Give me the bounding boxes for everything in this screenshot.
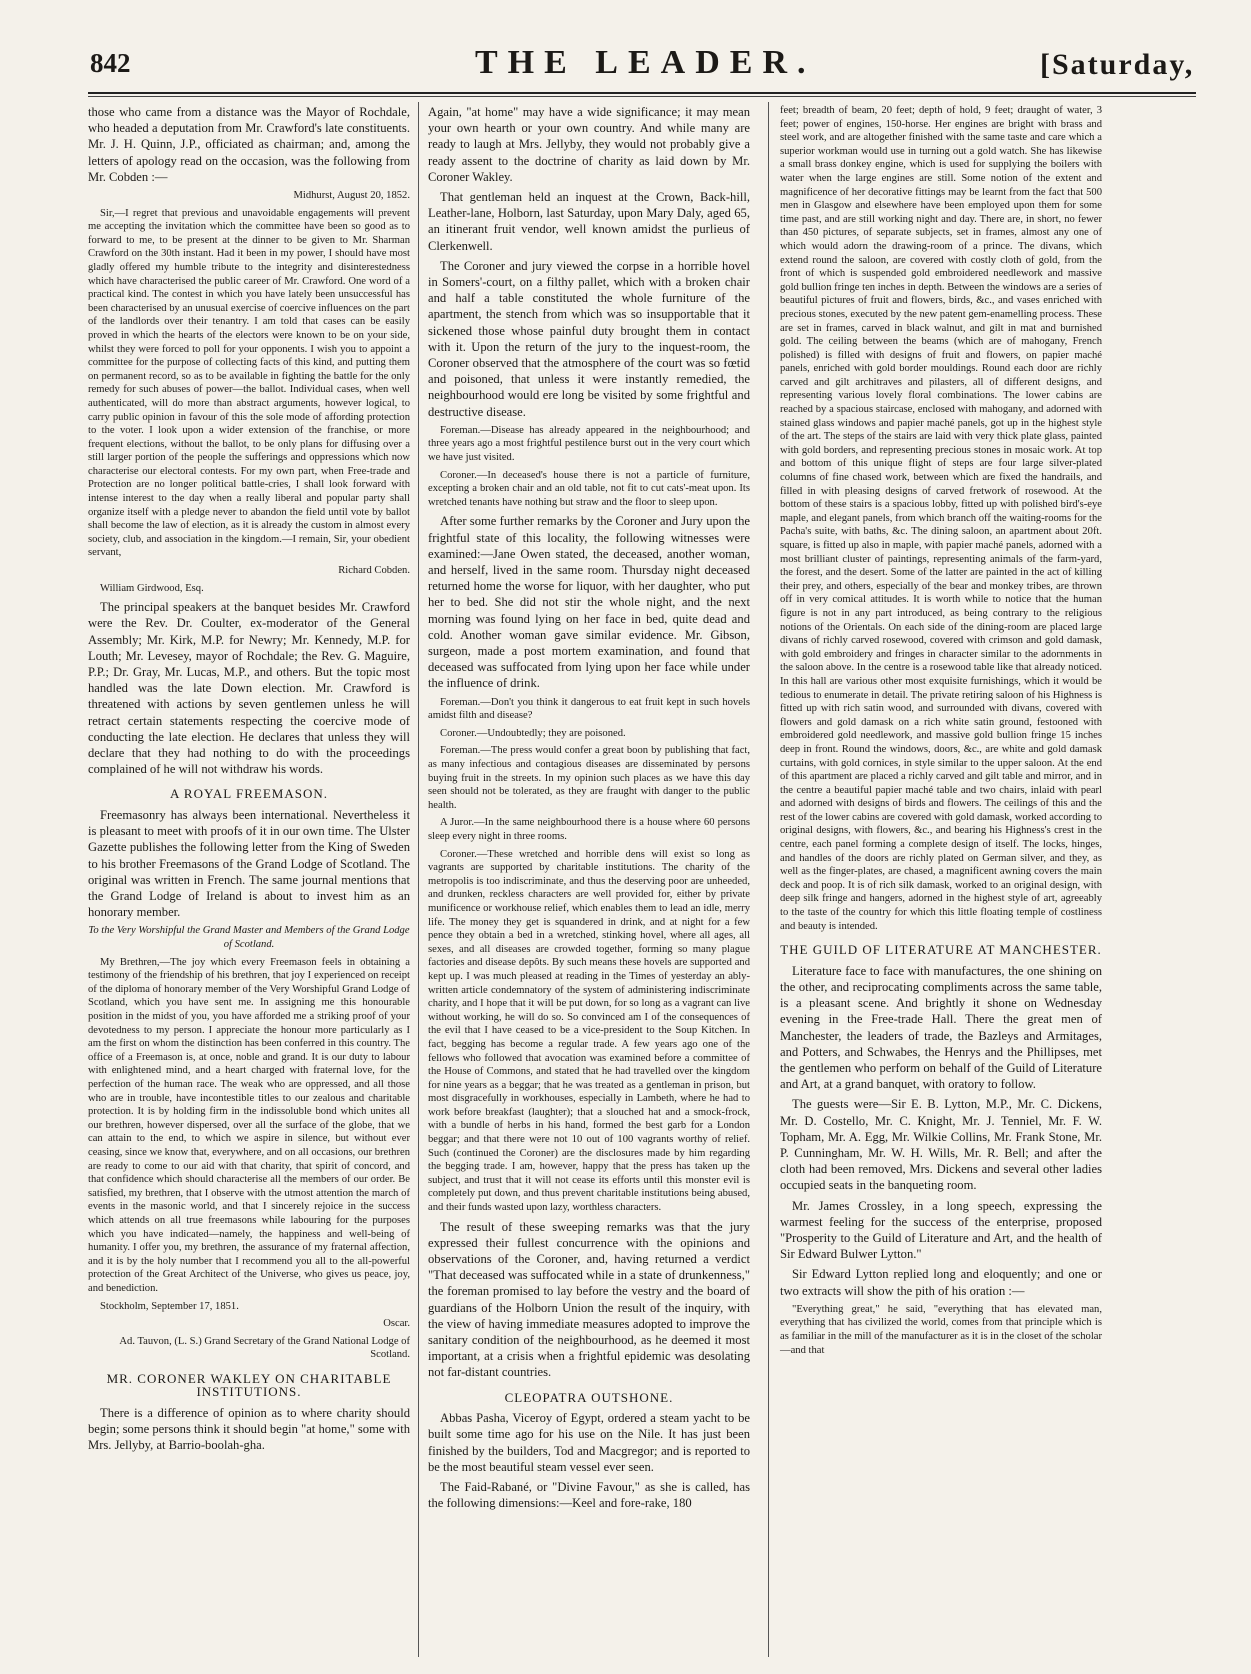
article-paragraph: Literature face to face with manufactures, the one shining on the other, and reciprocating compliments across the same table, is a pleasant scene. And brightly it shone on Wednesday evening in the Free-trade Hall. There the great men of Manchester, the leaders of trade, the Bazleys and Armitages, and Potters, and Schwabes, the Henrys and the Phillipses, met the gentlemen who perform on behalf of the Guild of Literature and Art, at a grand banquet, with oratory to follow. (780, 963, 1102, 1092)
testimony: Foreman.—Don't you think it dangerous to eat fruit kept in such hovels amidst filth and disease? (428, 696, 750, 722)
article-paragraph: those who came from a distance was the Mayor of Rochdale, who headed a deputation from Mr. Crawford's late constituents. Mr. J. H. Quinn, J.P., officiated as chairman; and, among the letters of apology read on the occasion, was the following from Mr. Cobden :— (88, 105, 410, 184)
newspaper-title: THE LEADER. (475, 44, 816, 81)
article-paragraph: The guests were—Sir E. B. Lytton, M.P., Mr. C. Dickens, Mr. D. Costello, Mr. C. Knight, Mr. J. Tenniel, Mr. F. W. Topham, Mr. A. Egg, Mr. Wilkie Collins, Mr. Frank Stone, Mr. P. Cunningham, Mr. W. H. Wills, Mr. R. Bell; and after the cloth had been removed, Mrs. Dickens and several other ladies occupied seats in the banqueting room. (780, 1097, 1102, 1193)
letter-subheading: To the Very Worshipful the Grand Master and Members of the Grand Lodge of Scotland. (88, 925, 410, 951)
testimony: Foreman.—Disease has already appeared in the neighbourhood; and three years ago a most frightful pestilence burst out in the very court which we have just visited. (428, 424, 750, 464)
article-paragraph: The principal speakers at the banquet besides Mr. Crawford were the Rev. Dr. Coulter, ex-moderator of the General Assembly; Mr. Kirk, M.P. for Newry; Mr. Kennedy, M.P. for Louth; Mr. Levesey, mayor of Rochdale; the Rev. G. Maguire, P.P.; Dr. Gray, Mr. Lucas, M.P., and others. But the topic most handled was the late Down election. Mr. Crawford is threatened with actions by seven gentlemen unless he will retract certain statements respecting the coercive mode of conducting the late election. He declares that unless they will declare that they had nothing to do with the proceedings complained of he will not withdraw his words. (88, 600, 410, 777)
column-1 (88, 104, 410, 1458)
speech-extract: "Everything great," he said, "everything that has elevated man, everything that has civilized the world, comes from that principle which is as familiar in the mill of the manufacturer as it is in the closet of the scholar—and that (780, 1303, 1102, 1356)
section-heading: MR. CORONER WAKLEY ON CHARITABLE INSTITUTIONS. (106, 1370, 392, 1400)
section-heading: A ROYAL FREEMASON. (169, 786, 328, 802)
column-divider (418, 102, 419, 1657)
countersignature: Ad. Tauvon, (L. S.) Grand Secretary of the Grand National Lodge of Scotland. (119, 1335, 410, 1361)
king-letter: My Brethren,—The joy which every Freemason feels in obtaining a testimony of the friendship of his brethren, that joy I experienced on receipt of the diploma of honorary member of the Very Worshipful Grand Lodge of Scotland, which you have sent me. In assigning me this honourable position in the midst of you, you have afforded me a striking proof of your devotedness to my person. I appreciate the honour more particularly as I am the first on whom the distinction has been conferred in this country. The office of a Freemason is, at once, noble and grand. It is our duty to labour with enlightened mind, and a heart charged with fraternal love, for the perfection of the human race. The weak who are oppressed, and all those who are in trouble, have incontestible titles to our zealous and charitable protection. It is by holding firm in the indissoluble bond which unites all our brethren, however dispersed, over all the surface of the globe, that we can attain to the end, to which we aspire in silence, but without ever ceasing, since we know that, everywhere, and on all occasions, our brethren are ready to come to our aid with that charity, that spirit of concord, and that confidence which should characterise all the members of our order. Be satisfied, my brethren, that I observe with the utmost attention the march of events in the masonic world, and that I sincerely rejoice in the success which attends on all true freemasons while labouring for the purposes which you have indicated—namely, the happiness and well-being of humanity. I offer you, my brethren, the assurance of my fraternal affection, and it is by the holy number that I recommend you all to the all-powerful protection of the Great Architect of the Universe, who gives us peace, joy, and benediction. (88, 956, 410, 1294)
testimony: Coroner.—These wretched and horrible dens will exist so long as vagrants are supported by charitable institutions. The charity of the metropolis is too indiscriminate, and thus the deserving poor are unheeded, and drunken, reckless characters are well provided for, either by private munificence or workhouse relief, which enables them to lead an idle, merry life. The money they get is squandered in drink, and at night for a few pence they obtain a bed in a wretched, stinking hovel, where all ages, all sexes, and all diseases are crowded together, forming so many plague factories and disease depôts. By such means these hovels are supported and kept up. I was much pleased at reading in the Times of yesterday an ably-written article condemnatory of the system of administering indiscriminate charity, and I hope that it will be put down, for so long as a vagrant can live without working, he will do so. So convinced am I of the consequences of the evil that I have ceased to be a vice-president to the Soup Kitchen. In fact, begging has become a regular trade. A few years ago one of the fellows who followed that avocation was examined before a committee of the House of Commons, and stated that he had travelled over the kingdom for nine years as a beggar; that he was treated as a gentleman in prison, but most disgracefully in workhouses, especially in Lambeth, where he had to work before breakfast (laughter); that a slouched hat and a smock-frock, with a bundle of herbs in his hand, formed the best garb for a London beggar; and that there were not 10 out of 100 vagrants worthy of relief. Such (continued the Coroner) are the disclosures made by him regarding the begging trade. I am, however, happy that the press has taken up the subject, and trust that it will not cease its efforts until this monster evil is completely put down, and thus prevent charitable institutions being abused, and their funds wasted upon lazy, worthless characters. (428, 848, 750, 1214)
article-paragraph: Freemasonry has always been international. Nevertheless it is pleasant to meet with proofs of it in our own time. The Ulster Gazette publishes the following letter from the King of Sweden to his brother Freemasons of the Grand Lodge of Scotland. The original was written in French. The same journal mentions that the Grand Lodge of Ireland is about to invest him as an honorary member. (88, 808, 410, 920)
testimony: A Juror.—In the same neighbourhood there is a house where 60 persons sleep every night in three rooms. (428, 817, 750, 842)
masthead-rule-thin (88, 96, 1196, 97)
article-paragraph: There is a difference of opinion as to where charity should begin; some persons think it should begin "at home," some with Mrs. Jellyby, at Barrio-boolah-gha. (88, 1406, 410, 1453)
article-paragraph: The Faid-Rabané, or "Divine Favour," as she is called, has the following dimensions:—Keel and fore-rake, 180 (428, 1480, 750, 1511)
column-divider (768, 102, 769, 1657)
letter-dateline: Midhurst, August 20, 1852. (293, 190, 410, 202)
masthead (90, 44, 1195, 94)
column-2 (428, 104, 750, 1515)
cobden-letter: Sir,—I regret that previous and unavoidable engagements will prevent me accepting the invitation which the committee have been so good as to forward to me, to be present at the dinner to be given to Mr. Sharman Crawford on the 30th instant. Had it been in my power, I should have most gladly offered my humble tribute to the integrity and disinterestedness which have characterised the public career of Mr. Crawford. One word of a practical kind. The contest in which you have lately been unsuccessful has been characterised by an unusual exercise of coercive influences on the part of the landlords over their tenantry. I am told that cases can be easily proved in which the hearts of the electors were known to be on your side, whilst they were forced to poll for your opponents. I wish you to appoint a committee for the purpose of collecting facts of this kind, and putting them on permanent record, so as to be available in fighting the battle for the only remedy for such abuses of power—the ballot. Individual cases, when well authenticated, will do more than abstract arguments, however logical, to carry public opinion in favour of this the sole mode of affording protection to the voter. I look upon a wider extension of the franchise, or more frequent elections, without the ballot, to be only plans for diffusing over a still larger portion of the people the sufferings and oppressions which now characterise our electoral contests. For my own part, when Free-trade and Protection are no longer political battle-cries, I shall look forward with intense interest to the day when a really liberal and popular party shall organize itself with a pledge never to abandon the field until vote by ballot shall become the law of election, as it is already the custom in almost every society, club, and association in the kingdom.—I remain, Sir, your obedient servant, (88, 207, 410, 559)
article-paragraph: After some further remarks by the Coroner and Jury upon the frightful state of this locality, the following witnesses were examined:—Jane Owen stated, the deceased, another woman, and herself, lived in the same room. Thursday night deceased returned home the worse for liquor, with her daughter, who put her to bed. She did not stir the whole night, and the next morning was found lying on her face in bed, quite dead and cold. Another woman gave similar evidence. Mr. Gibson, surgeon, made a post mortem examination, and found that deceased was suffocated from lying upon her face while under the influence of drink. (428, 514, 750, 691)
issue-day: [Saturday, (1040, 48, 1195, 81)
testimony: Coroner.—Undoubtedly; they are poisoned. (440, 727, 626, 739)
testimony: Coroner.—In deceased's house there is not a particle of furniture, excepting a broken chair and an old table, not fit to cut cats'-meat upon. Its wretched tenants have nothing but straw and the floor to sleep upon. (428, 469, 750, 508)
article-paragraph: Again, "at home" may have a wide significance; it may mean your own hearth or your own country. And while many are ready to laugh at Mrs. Jellyby, they would not probably give a ready assent to the doctrine of charity as laid down by Mr. Coroner Wakley. (428, 105, 750, 184)
section-heading: CLEOPATRA OUTSHONE. (504, 1389, 674, 1405)
article-paragraph: Sir Edward Lytton replied long and eloquently; and one or two extracts will show the pith of his oration :— (780, 1267, 1102, 1298)
section-heading: THE GUILD OF LITERATURE AT MANCHESTER. (780, 942, 1102, 958)
article-paragraph: The result of these sweeping remarks was that the jury expressed their fullest concurrence with the opinions and observations of the Coroner, and, having returned a verdict "That deceased was suffocated while in a state of drunkenness," the foreman promised to lay before the vestry and the board of guardians of the Holborn Union the result of the inquiry, with the view of having immediate measures adopted to improve the sanitary condition of the neighbourhood, as he deemed it most important, at a crisis when a frightful epidemic was desolating not far-distant countries. (428, 1219, 750, 1380)
masthead-rule (88, 92, 1196, 94)
article-paragraph: Mr. James Crossley, in a long speech, expressing the warmest feeling for the success of the enterprise, proposed "Prosperity to the Guild of Literature and Art, and the health of Sir Edward Bulwer Lytton." (780, 1198, 1102, 1262)
letter-signature: Richard Cobden. (338, 565, 410, 577)
letter-place-date: Stockholm, September 17, 1851. (100, 1300, 239, 1312)
letter-addressee: William Girdwood, Esq. (100, 582, 204, 594)
article-paragraph: Abbas Pasha, Viceroy of Egypt, ordered a steam yacht to be built some time ago for his use on the Nile. It has just been finished by the builders, Tod and Macgregor; and is reported to be the most beautiful steam vessel ever seen. (428, 1411, 750, 1474)
page-number: 842 (90, 48, 131, 78)
testimony: Foreman.—The press would confer a great boon by publishing that fact, as many infectious and contagious diseases are disseminated by persons buying fruit in the streets. In my opinion such places as we have this day seen should not be tolerated, as they are fraught with danger to the public health. (428, 745, 750, 811)
letter-signature: Oscar. (383, 1318, 410, 1330)
article-paragraph: That gentleman held an inquest at the Crown, Back-hill, Leather-lane, Holborn, last Saturday, upon Mary Daly, aged 65, an itinerant fruit vendor, well known amidst the purlieus of Clerkenwell. (428, 190, 750, 253)
article-paragraph: feet; breadth of beam, 20 feet; depth of hold, 9 feet; draught of water, 3 feet; power of engines, 150-horse. Her engines are bright with brass and steel work, and are altogether finished with the same taste and care which a superior workman would use in turning out a gold watch. She has likewise a small brass donkey engine, which is used for supplying the boilers with water when the large engines are still. Some notion of the extent and magnificence of her decorative fittings may be learnt from the fact that 500 men in Glasgow and elsewhere have been employed upon them for some time past, and are still working night and day. There are, in short, no fewer than 450 pictures, of separate subjects, set in frames, almost any one of which would adorn the drawing-room of a prince. The divans, which extend round the saloon, are covered with costly cloth of gold, from the front of which is suspended gold embroidered needlework and massive gold bullion fringe ten inches in depth. Between the windows are a series of beautiful pictures of fruit and flowers, birds, &c., and vases enriched with precious stones, executed by the new patent gem-enamelling process. These are set in frames, carved in black walnut, and gilt in mat and burnished gold. The ceiling between the beams (which are of mahogany, French polished) is filled with designs of fruit and flowers, on papier maché panels, enriched with gold border mouldings. Round each door are richly carved and gilt architraves and pilasters, all of different designs, and representing various lovely floral combinations. The lower cabins are reached by a spacious staircase, enclosed with mahogany, and adorned with stained glass windows and papier maché panels, got up in the highest style of the art. The steps of the stairs are laid with very thick plate glass, painted with gold borders, and representing precious stones in mosaic work. At top and bottom of this unique flight of steps are four large silver-plated columns of fine chased work, between which are fixed the handrails, and filled in with pleasing designs of carved fretwork of rosewood. At the bottom of these stairs is a spacious lobby, fitted up with polished bird's-eye maple, and elegant panels, from which branch off the waiting-rooms for the Pacha's suite, with baths, &c. The dining saloon, an apartment about 20ft. square, is fitted up also in maple, with papier maché panels, adorned with a most brilliant cluster of paintings, representing animals of the farm-yard, the forest, and the desert. Some of the latter are painted in the act of killing their prey, and others, especially of the bear and monkey tribes, are thrown off in very comical attitudes. It is worth while to notice that the human figure is not in any part introduced, as being contrary to the religious notions of the Orientals. On each side of the dining-room are placed large divans of richly carved rosewood, covered with crimson and gold damask, with gold embroidery and fringes in character similar to the adornments in the saloon above. In the centre is a rosewood table like that already noticed. In this hall are various other most exquisite furnishings, which it would be tedious to enumerate in detail. The private retiring saloon of his Highness is fitted up with rich satin wood, and surrounded with divans, covered with flowers and gold damask on a rich white satin ground, festooned with embroidered gold needlework, and massive gold bullion fringe 15 inches deep in front. Round the windows, doors, &c., are white and gold damask curtains, with gold cornices, in style similar to the upper saloon. At the end of this apartment are placed a richly carved and gilt table and mirror, and in the centre a beautiful papier maché table and two chairs, inlaid with pearl and adorned with designs of birds and flowers. The ceilings of this and the rest of the lower cabins are covered with gold damask, worked according to original designs, with flowers, &c., and bearing his Highness's crest in the centre, each panel forming a complete design of itself. The locks, hinges, and handles of the doors are richly plated on German silver, and they, as well as the finger-plates, are chased, a magnificent awning covers the main deck and poop. It is of rich silk damask, worked to an original design, with deep silk fringe and hangers, adorned in the highest style of art, agreeably to the taste of the country for which this little floating temple of costliness and beauty is intended. (780, 105, 1102, 932)
article-paragraph: The Coroner and jury viewed the corpse in a horrible hovel in Somers'-court, on a filthy pallet, which with a broken chair and half a table constituted the whole furniture of the apartment, the stench from which was so insupportable that it sickened those whose painful duty brought them in contact with it. Upon the return of the jury to the inquest-room, the Coroner observed that the atmosphere of the court was so fœtid and poisoned, that unless it were instantly remedied, the neighbourhood would ere long be visited by some frightful and destructive disease. (428, 258, 750, 419)
column-3 (780, 104, 1102, 1361)
